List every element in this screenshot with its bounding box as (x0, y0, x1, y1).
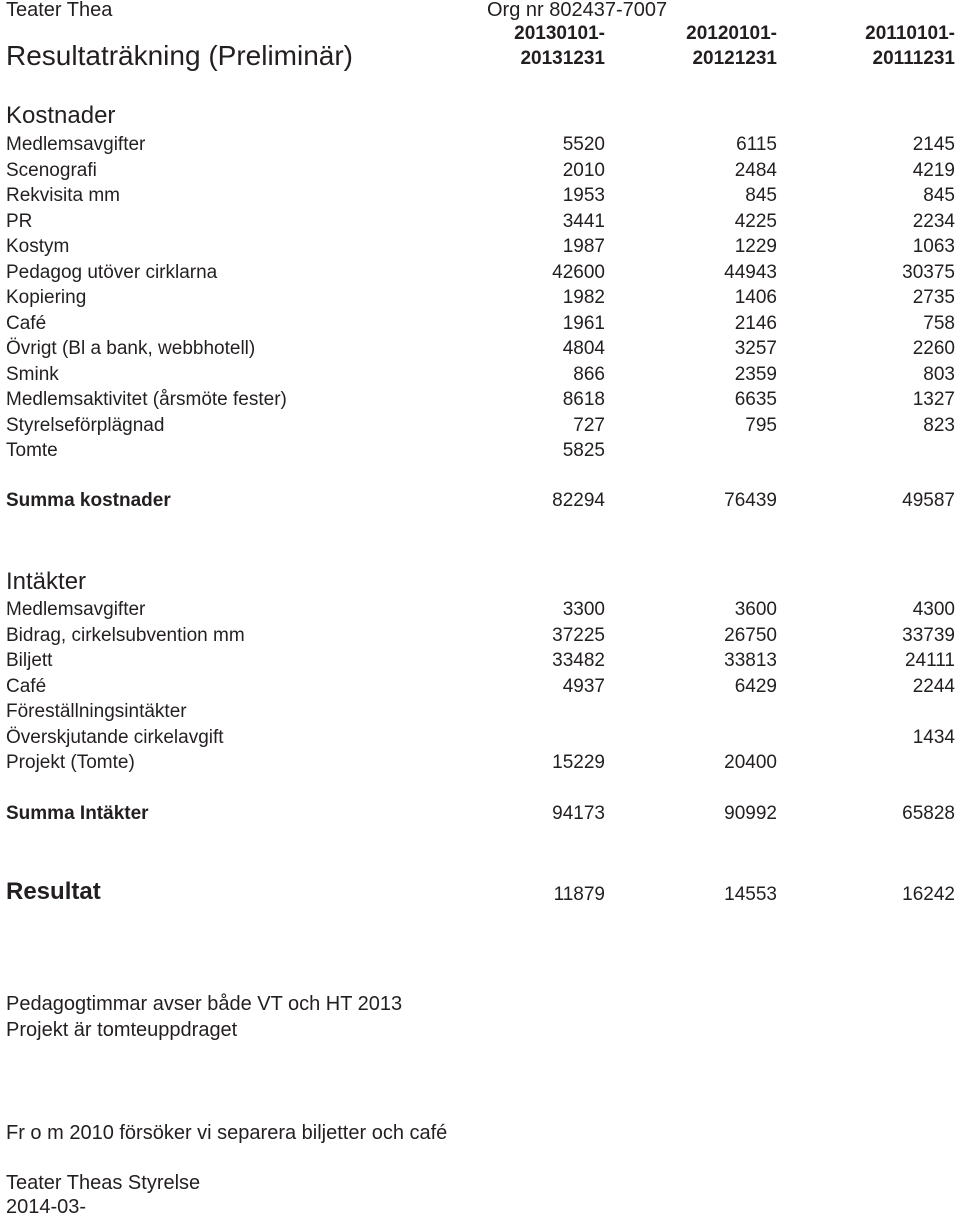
row-label: Projekt (Tomte) (6, 752, 135, 773)
sum-2013: 94173 (552, 803, 605, 824)
value-2013: 33482 (552, 650, 605, 671)
table-row (0, 160, 960, 186)
table-row (0, 287, 960, 313)
row-label: Föreställningsintäkter (6, 701, 187, 722)
row-label: Scenografi (6, 159, 97, 181)
table-row (0, 752, 960, 778)
table-row (0, 236, 960, 262)
value-2011: 24111 (904, 650, 955, 671)
page-title: Resultaträkning (Preliminär) (6, 40, 354, 71)
table-row (0, 650, 960, 676)
result-row (0, 884, 960, 910)
period-2011-to: 20111231 (872, 48, 955, 69)
period-2013-to: 20131231 (520, 48, 605, 69)
value-2012: 3600 (734, 599, 777, 620)
period-2011-from: 20110101- (865, 23, 955, 44)
row-label: Biljett (6, 650, 53, 671)
value-2011: 1327 (912, 389, 955, 410)
value-2011: 845 (923, 185, 955, 206)
value-2013: 5520 (562, 134, 605, 155)
value-2013: 727 (573, 414, 605, 436)
value-2013: 8618 (562, 389, 605, 410)
sum-2012: 76439 (724, 490, 777, 511)
value-2012: 20400 (724, 752, 777, 773)
result-2011: 16242 (902, 884, 955, 905)
value-2012: 795 (745, 414, 777, 436)
result-label: Resultat (6, 878, 101, 905)
value-2013: 5825 (562, 440, 605, 461)
value-2012: 1229 (734, 236, 777, 257)
row-label: Café (6, 312, 47, 334)
value-2012: 2484 (734, 159, 777, 181)
sum-row-intakter (0, 803, 960, 829)
note: Fr o m 2010 försöker vi separera biljetter och café (6, 1122, 448, 1144)
table-row (0, 727, 960, 753)
value-2012: 4225 (734, 210, 777, 232)
sum-2012: 90992 (724, 803, 777, 824)
value-2011: 1434 (912, 726, 955, 748)
note: Projekt är tomteuppdraget (6, 1019, 238, 1041)
signature: Teater Theas Styrelse (6, 1172, 201, 1194)
value-2013: 3441 (562, 210, 605, 232)
organization-name: Teater Thea (6, 0, 113, 21)
value-2012: 3257 (734, 338, 777, 359)
value-2013: 1961 (562, 312, 605, 334)
value-2011: 758 (923, 312, 955, 334)
sum-2013: 82294 (552, 490, 605, 511)
table-row (0, 313, 960, 339)
row-label: Överskjutande cirkelavgift (6, 726, 224, 748)
value-2013: 866 (573, 363, 605, 385)
value-2012: 26750 (724, 624, 777, 646)
period-2012-from: 20120101- (686, 23, 777, 44)
value-2011: 1063 (912, 236, 955, 257)
row-label: Övrigt (Bl a bank, webbhotell) (6, 338, 256, 359)
result-2013: 11879 (553, 884, 605, 905)
value-2013: 15229 (552, 752, 605, 773)
table-row (0, 338, 960, 364)
value-2013: 4804 (562, 338, 605, 359)
value-2011: 2234 (912, 210, 955, 232)
value-2011: 2260 (912, 338, 955, 359)
row-label: Rekvisita mm (6, 185, 121, 206)
result-2012: 14553 (724, 884, 777, 905)
value-2011: 2145 (912, 134, 955, 155)
value-2012: 44943 (724, 261, 777, 283)
table-row (0, 134, 960, 160)
period-2012-to: 20121231 (692, 48, 777, 69)
table-row (0, 440, 960, 466)
table-row (0, 415, 960, 441)
value-2011: 2244 (912, 675, 955, 697)
table-row (0, 185, 960, 211)
row-label: Smink (6, 363, 59, 385)
value-2013: 37225 (552, 624, 605, 646)
table-row (0, 676, 960, 702)
value-2012: 6115 (736, 134, 777, 155)
sum-row-kostnader (0, 490, 960, 516)
value-2012: 2359 (734, 363, 777, 385)
sum-2011: 65828 (902, 803, 955, 824)
row-label: Medlemsavgifter (6, 599, 146, 620)
value-2011: 33739 (902, 624, 955, 646)
row-label: Bidrag, cirkelsubvention mm (6, 624, 245, 646)
table-row (0, 599, 960, 625)
value-2013: 42600 (552, 261, 605, 283)
value-2012: 33813 (724, 650, 777, 671)
value-2012: 845 (745, 185, 777, 206)
sum-2011: 49587 (902, 490, 955, 511)
sum-label: Summa Intäkter (6, 803, 149, 824)
row-label: Pedagog utöver cirklarna (6, 261, 218, 283)
table-row (0, 211, 960, 237)
value-2013: 3300 (562, 599, 605, 620)
value-2012: 1406 (734, 287, 777, 308)
row-label: Kostym (6, 236, 70, 257)
row-label: Medlemsaktivitet (årsmöte fester) (6, 389, 287, 410)
period-2013-from: 20130101- (514, 23, 605, 44)
value-2011: 2735 (912, 287, 955, 308)
section-heading-intakter: Intäkter (6, 568, 87, 595)
table-row (0, 262, 960, 288)
value-2012: 6429 (734, 675, 777, 697)
value-2012: 2146 (734, 312, 777, 334)
row-label: Medlemsavgifter (6, 134, 146, 155)
value-2013: 4937 (562, 675, 605, 697)
value-2011: 823 (923, 414, 955, 436)
value-2011: 4219 (912, 159, 955, 181)
section-heading-kostnader: Kostnader (6, 102, 116, 129)
note: Pedagogtimmar avser både VT och HT 2013 (6, 993, 403, 1015)
table-row (0, 389, 960, 415)
row-label: PR (6, 210, 33, 232)
row-label: Kopiering (6, 287, 87, 308)
table-row (0, 364, 960, 390)
organization-number: Org nr 802437-7007 (487, 0, 668, 21)
value-2013: 1987 (562, 236, 605, 257)
row-label: Café (6, 675, 47, 697)
row-label: Tomte (6, 440, 58, 461)
document-date: 2014-03- (6, 1196, 87, 1218)
value-2012: 6635 (734, 389, 777, 410)
value-2013: 2010 (562, 159, 605, 181)
table-row (0, 701, 960, 727)
row-label: Styrelseförplägnad (6, 414, 165, 436)
value-2011: 4300 (912, 599, 955, 620)
value-2013: 1953 (562, 185, 605, 206)
value-2013: 1982 (562, 287, 605, 308)
value-2011: 803 (923, 363, 955, 385)
sum-label: Summa kostnader (6, 490, 171, 511)
table-row (0, 625, 960, 651)
value-2011: 30375 (902, 261, 955, 283)
